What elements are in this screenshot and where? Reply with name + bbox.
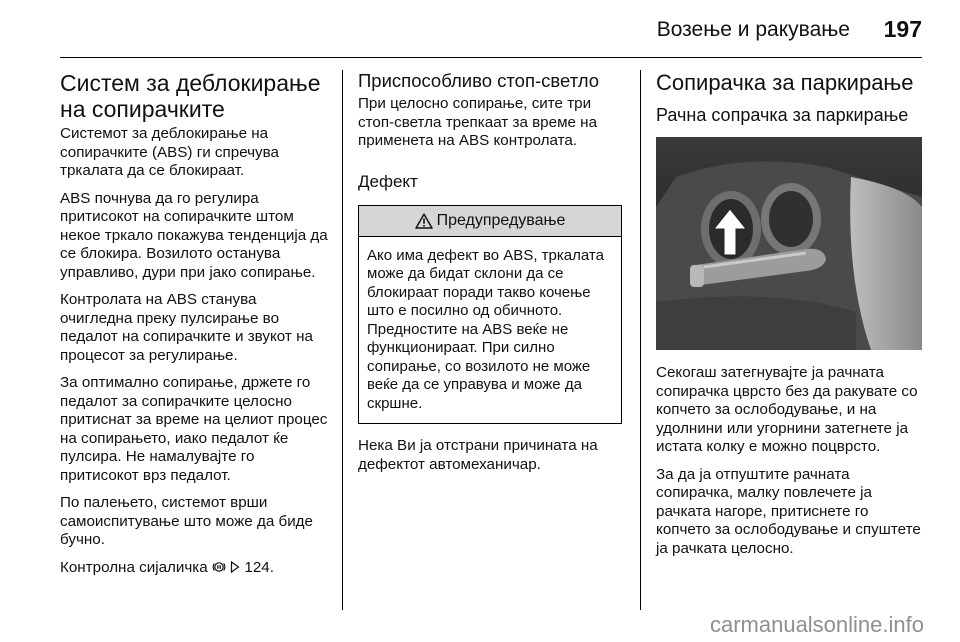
fault-after-text: Нека Ви ја отстрани причината на дефектот автомеханичар.	[358, 437, 598, 473]
column-abs	[60, 70, 332, 577]
parking-brake-paragraph-1: Секогаш затегнувајте ја рачната сопирачка цврсто без да ракувате со копчето за ослободување, и на удолнини или угорнини затегнете ја истата колку е можно поцврсто.	[656, 364, 918, 455]
parking-brake-heading: Сопирачка за паркирање	[656, 70, 914, 95]
column-brake-light	[358, 70, 624, 474]
abs-heading: Систем за деблокирање на сопирачките	[60, 70, 321, 122]
abs-paragraph-1: Системот за деблокирање на сопирачките (ABS) ги спречува тркалата да се блокираат.	[60, 125, 279, 179]
column-parking-brake	[656, 70, 924, 558]
header-rule	[60, 57, 922, 58]
parking-brake-subheading: Рачна сопрачка за паркирање	[656, 105, 909, 125]
column-divider-1	[342, 70, 343, 610]
header-title: Возење и ракување	[656, 18, 850, 41]
control-light-line	[60, 559, 332, 578]
warning-box	[358, 205, 622, 425]
column-divider-2	[640, 70, 641, 610]
parking-brake-paragraph-2: За да ја отпуштите рачната сопирачка, малку повлечете ја рачката нагоре, притиснете го копчето за ослободување и спуштете ја рачката целосно.	[656, 465, 921, 557]
control-light-ref: 124.	[244, 558, 274, 576]
fault-subheading: Дефект	[358, 171, 418, 191]
parking-brake-photo	[656, 137, 922, 350]
warning-header	[359, 206, 621, 237]
abs-paragraph-2: ABS почнува да го регулира притисокот на сопирачките штом некое тркало покажува тенденција да се блокира. Возилото останува управливо, дури при јако сопирање.	[60, 189, 328, 281]
abs-warning-light-icon	[212, 560, 226, 574]
watermark: carmanualsonline.info	[709, 612, 924, 637]
abs-paragraph-3: Контролата на ABS станува очигледна преку пулсирање во педалот на сопирачките и звукот на процесот за регулирање.	[60, 291, 313, 364]
warning-triangle-icon	[415, 213, 433, 229]
abs-paragraph-5: По палењето, системот врши самоиспитување што може да биде бучно.	[60, 494, 313, 548]
brake-light-intro: При целосно сопирање, сите три стоп-светла трепкаат за време на применета на ABS контролата.	[358, 95, 598, 149]
abs-paragraph-4: За оптимално сопирање, држете го педалот за сопирачките целосно притиснат за време на целиот процес на сопирањето, иако педалот ќе пулсира. Не намалувајте го притисокот врз педалот.	[60, 374, 328, 484]
warning-title: Предупредување	[436, 211, 566, 229]
control-light-label: Контролна сијаличка	[60, 558, 208, 576]
page-reference-icon	[230, 561, 240, 573]
brake-light-heading: Приспособливо стоп-светло	[358, 70, 600, 91]
page-number: 197	[883, 16, 922, 42]
warning-text: Ако има дефект во ABS, тркалата може да бидат склони да се блокираат поради такво кочење што е посилно од обичното. Предностите на ABS веќе не функционираат. При силно сопирање, со возилото не може веќе да се управува и може да скршне.	[367, 246, 604, 412]
